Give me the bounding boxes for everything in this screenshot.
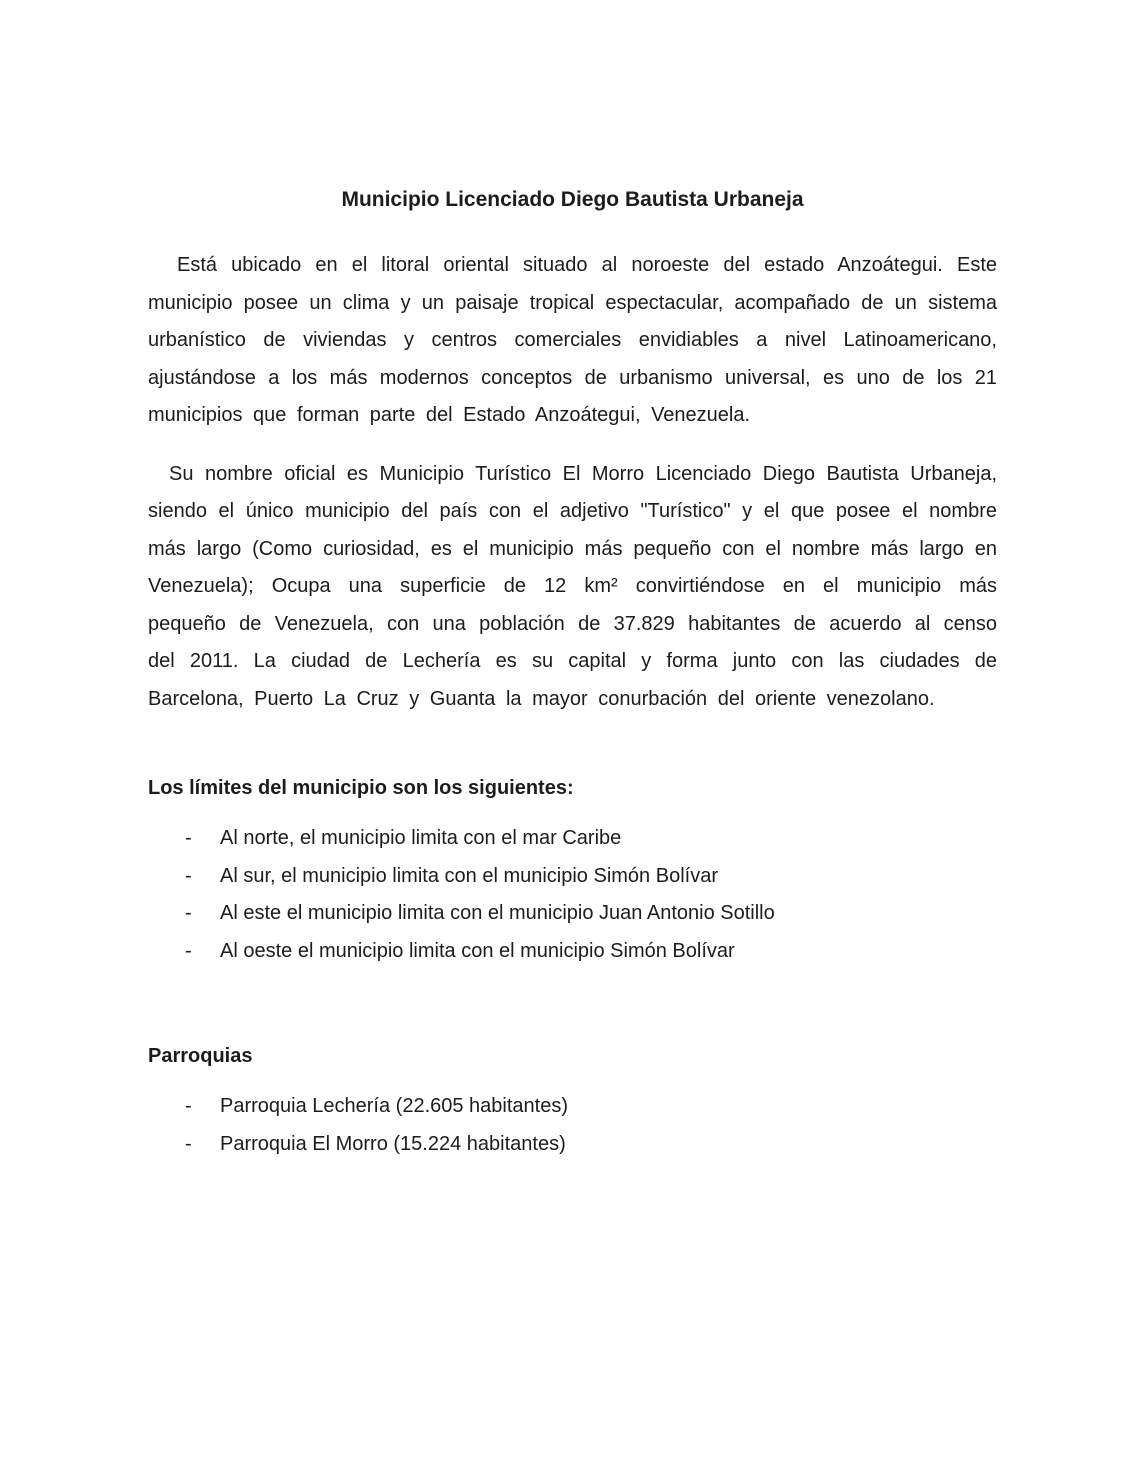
dash-bullet: - bbox=[185, 1132, 192, 1155]
dash-bullet: - bbox=[185, 864, 192, 887]
dash-bullet: - bbox=[185, 902, 192, 924]
section-limits bbox=[148, 774, 997, 970]
list-item-text: Al sur, el municipio limita con el municipio Simón Bolívar bbox=[220, 864, 718, 887]
limits-list bbox=[148, 820, 997, 970]
section-limits-heading: Los límites del municipio son los siguientes: bbox=[148, 777, 574, 799]
parroquias-list bbox=[148, 1088, 997, 1163]
list-item-text: Al oeste el municipio limita con el municipio Simón Bolívar bbox=[220, 939, 735, 962]
dash-bullet: - bbox=[185, 827, 192, 849]
list-item-limit-north bbox=[148, 820, 997, 858]
list-item-text: Parroquia El Morro (15.224 habitantes) bbox=[220, 1132, 566, 1155]
dash-bullet: - bbox=[185, 1095, 192, 1117]
list-item-text: Al este el municipio limita con el municipio Juan Antonio Sotillo bbox=[220, 902, 775, 924]
document-title: Municipio Licenciado Diego Bautista Urbaneja bbox=[341, 188, 804, 211]
list-item-text: Parroquia Lechería (22.605 habitantes) bbox=[220, 1095, 569, 1117]
list-item-parroquia-lecheria bbox=[148, 1088, 997, 1126]
section-parroquias-heading: Parroquias bbox=[148, 1045, 253, 1067]
paragraph-location: Está ubicado en el litoral oriental situado al noroeste del estado Anzoátegui. Este municipio posee un clima y un paisaje tropical espectacular, acompañado de un sistema urbanístico de viviendas y centros comerciales envidiables a nivel Latinoamericano, ajustándose a los más modernos conceptos de urbanismo universal, es uno de los 21 municipios que forman parte del Estado Anzoátegui, Venezuela. bbox=[148, 254, 997, 426]
list-item-limit-south bbox=[148, 858, 997, 896]
list-item-parroquia-el-morro bbox=[148, 1126, 997, 1164]
list-item-text: Al norte, el municipio limita con el mar Caribe bbox=[220, 827, 622, 849]
dash-bullet: - bbox=[185, 939, 192, 962]
section-parroquias bbox=[148, 1042, 997, 1163]
list-item-limit-west bbox=[148, 933, 997, 971]
paragraph-official-name: Su nombre oficial es Municipio Turístico El Morro Licenciado Diego Bautista Urbaneja, siendo el único municipio del país con el adjetivo "Turístico" y el que posee el nombre más largo (Como curiosidad, es el municipio más pequeño con el nombre más largo en Venezuela); Ocupa una superficie de 12 km² convirtiéndose en el municipio más pequeño de Venezuela, con una población de 37.829 habitantes de acuerdo al censo del 2011. La ciudad de Lechería es su capital y forma junto con las ciudades de Barcelona, Puerto La Cruz y Guanta la mayor conurbación del oriente venezolano. bbox=[148, 462, 997, 710]
list-item-limit-east bbox=[148, 895, 997, 933]
